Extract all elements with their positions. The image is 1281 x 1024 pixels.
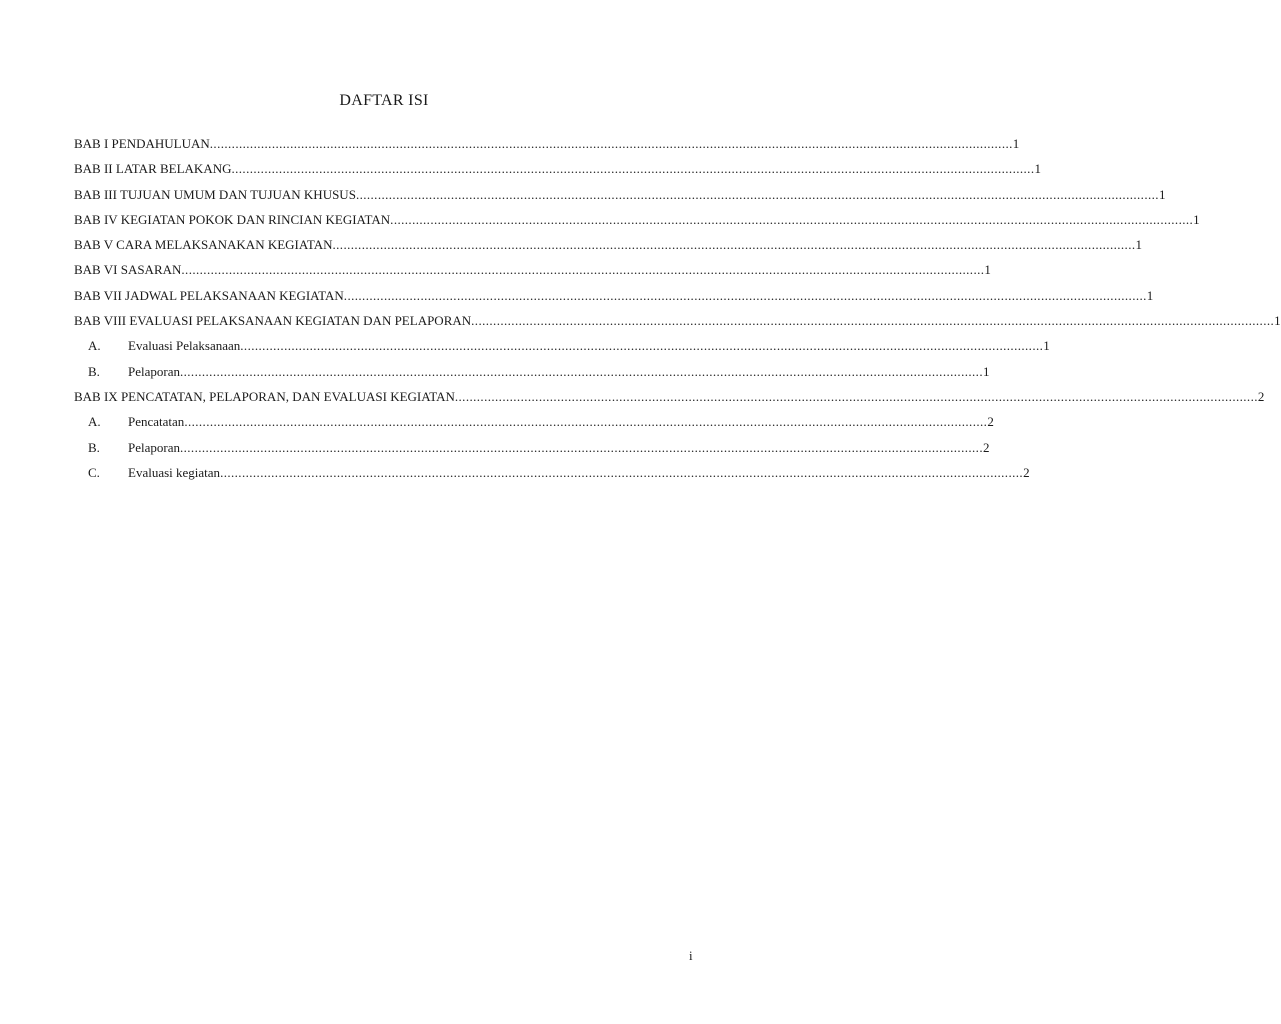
page-title: DAFTAR ISI bbox=[339, 92, 429, 109]
toc-subentry[interactable] bbox=[74, 438, 990, 463]
toc-entry-label: BAB III TUJUAN UMUM DAN TUJUAN KHUSUS bbox=[74, 186, 356, 202]
toc-entry-label: BAB IV KEGIATAN POKOK DAN RINCIAN KEGIATAN bbox=[74, 211, 391, 227]
toc-entry-letter: A. bbox=[88, 414, 101, 430]
dot-leader: ............................................................................................................................................................................................................................ bbox=[355, 186, 1159, 202]
toc-entry-letter: B. bbox=[88, 363, 100, 379]
toc-entry-page: 1 bbox=[1193, 211, 1200, 227]
toc-entry[interactable] bbox=[74, 185, 1166, 210]
toc-entry-page: 2 bbox=[982, 439, 990, 455]
toc-entry-label: BAB VII JADWAL PELAKSANAAN KEGIATAN bbox=[74, 287, 344, 303]
toc-entry-page: 1 bbox=[1274, 313, 1281, 329]
page-number: i bbox=[689, 948, 693, 963]
toc-subentry[interactable] bbox=[74, 412, 994, 437]
toc-entry-page: 2 bbox=[1023, 464, 1030, 480]
toc-entry-page: 2 bbox=[987, 414, 994, 430]
toc-entry-label: Pencatatan bbox=[128, 414, 185, 430]
toc-entry[interactable] bbox=[74, 311, 1281, 336]
toc-entry-label: Pelaporan bbox=[128, 439, 180, 455]
toc-entry-page: 1 bbox=[1034, 161, 1041, 177]
toc-subentry[interactable] bbox=[74, 336, 1050, 361]
toc-entry-label: BAB V CARA MELAKSANAKAN KEGIATAN bbox=[74, 237, 333, 253]
toc-entry[interactable] bbox=[74, 387, 1265, 412]
toc-entry-label: Evaluasi kegiatan bbox=[128, 464, 221, 480]
toc-entry-page: 1 bbox=[1012, 136, 1020, 151]
toc-entry-label: BAB VI SASARAN bbox=[74, 262, 182, 278]
toc-entry-page: 2 bbox=[1257, 388, 1265, 404]
dot-leader: ............................................................................................................................................................................................................................ bbox=[231, 161, 1035, 177]
toc-entry-letter: C. bbox=[88, 464, 100, 480]
toc-entry-label: Pelaporan bbox=[128, 363, 180, 379]
toc-entry-letter: A. bbox=[88, 338, 101, 354]
toc-entry[interactable] bbox=[74, 210, 1200, 235]
toc-entry-label: BAB I PENDAHULUAN bbox=[74, 136, 210, 151]
toc-entry[interactable] bbox=[74, 260, 991, 285]
dot-leader: ............................................................................................................................................................................................................................ bbox=[179, 363, 983, 379]
table-of-contents bbox=[74, 134, 1281, 488]
dot-leader: ............................................................................................................................................................................................................................ bbox=[179, 439, 983, 455]
dot-leader: ............................................................................................................................................................................................................................ bbox=[471, 313, 1275, 329]
dot-leader: ............................................................................................................................................................................................................................ bbox=[240, 338, 1044, 354]
toc-entry[interactable] bbox=[74, 159, 1041, 184]
toc-entry-page: 1 bbox=[1146, 287, 1154, 303]
toc-entry-page: 1 bbox=[1135, 237, 1142, 253]
dot-leader: ............................................................................................................................................................................................................................ bbox=[454, 388, 1258, 404]
dot-leader: ............................................................................................................................................................................................................................ bbox=[220, 464, 1024, 480]
toc-subentry[interactable] bbox=[74, 362, 990, 387]
toc-entry[interactable] bbox=[74, 286, 1154, 311]
toc-entry-page: 1 bbox=[1043, 338, 1050, 354]
dot-leader: ............................................................................................................................................................................................................................ bbox=[209, 136, 1013, 151]
toc-entry[interactable] bbox=[74, 134, 1020, 159]
toc-entry-label: BAB IX PENCATATAN, PELAPORAN, DAN EVALUASI KEGIATAN bbox=[74, 388, 455, 404]
toc-entry-page: 1 bbox=[982, 363, 990, 379]
dot-leader: ............................................................................................................................................................................................................................ bbox=[332, 237, 1136, 253]
toc-entry[interactable] bbox=[74, 235, 1142, 260]
dot-leader: ............................................................................................................................................................................................................................ bbox=[184, 414, 988, 430]
toc-entry-label: BAB II LATAR BELAKANG bbox=[74, 161, 232, 177]
dot-leader: ............................................................................................................................................................................................................................ bbox=[390, 211, 1194, 227]
dot-leader: ............................................................................................................................................................................................................................ bbox=[343, 287, 1147, 303]
toc-entry-page: 1 bbox=[1158, 186, 1166, 202]
toc-subentry[interactable] bbox=[74, 463, 1030, 488]
toc-entry-label: BAB VIII EVALUASI PELAKSANAAN KEGIATAN DAN PELAPORAN bbox=[74, 313, 472, 329]
toc-entry-label: Evaluasi Pelaksanaan bbox=[128, 338, 241, 354]
toc-entry-page: 1 bbox=[984, 262, 991, 278]
toc-entry-letter: B. bbox=[88, 439, 100, 455]
dot-leader: ............................................................................................................................................................................................................................ bbox=[181, 262, 985, 278]
